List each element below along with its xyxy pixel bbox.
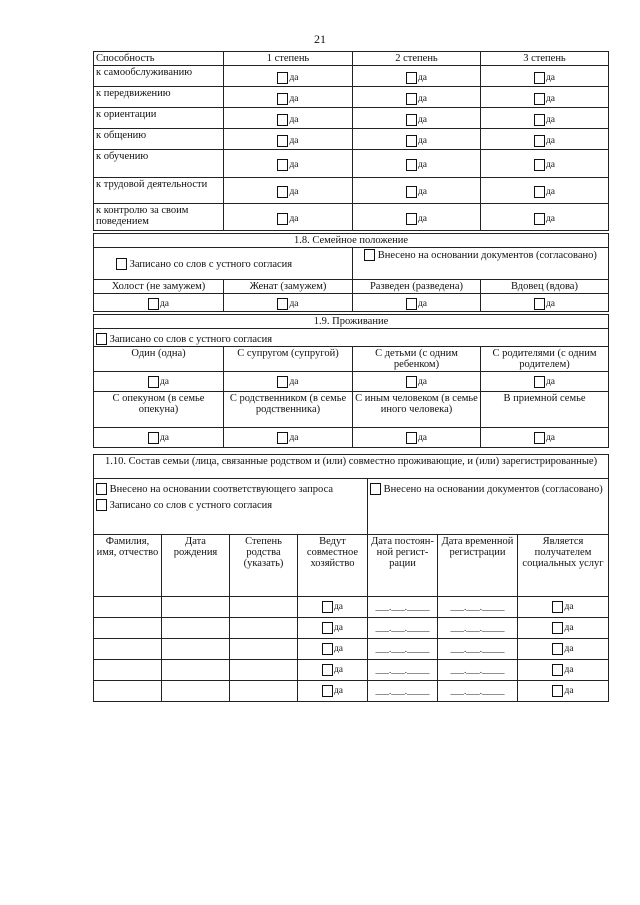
yes-label: да — [417, 213, 428, 224]
ability-label: к контролю за своим поведением — [94, 204, 224, 231]
option-label: С детьми (с одним ребенком) — [353, 347, 481, 372]
checkbox[interactable] — [148, 432, 159, 444]
yes-label: да — [417, 72, 428, 83]
date-placeholder[interactable]: ___.___._____ — [450, 664, 505, 675]
date-placeholder[interactable]: ___.___._____ — [375, 643, 430, 654]
ability-label: к трудовой деятельности — [94, 178, 224, 204]
checkbox[interactable] — [322, 685, 333, 697]
table-row — [94, 597, 609, 618]
table-row — [94, 639, 609, 660]
table-cell[interactable] — [94, 618, 162, 639]
checkbox[interactable] — [322, 664, 333, 676]
checkbox[interactable] — [552, 685, 563, 697]
source-request-label: Внесено на основании соответствующего запроса — [109, 484, 334, 495]
table-cell[interactable] — [230, 618, 298, 639]
col-header: Способность — [94, 52, 224, 66]
checkbox[interactable] — [96, 499, 107, 511]
yes-label: да — [289, 187, 299, 197]
section-title: 1.10. Состав семьи (лица, связанные родством и (или) совместно проживающие, и (или) зарегистрированные) — [94, 455, 609, 479]
page-number: 21 — [314, 32, 326, 46]
checkbox[interactable] — [534, 135, 545, 147]
checkbox[interactable] — [534, 72, 545, 84]
checkbox[interactable] — [277, 159, 288, 171]
checkbox[interactable] — [534, 186, 545, 198]
checkbox[interactable] — [322, 622, 333, 634]
yes-label: да — [545, 160, 556, 170]
checkbox[interactable] — [406, 114, 417, 126]
checkbox[interactable] — [96, 333, 107, 345]
ability-row — [94, 66, 609, 87]
checkbox[interactable] — [552, 664, 563, 676]
table-cell[interactable] — [162, 639, 230, 660]
yes-label: да — [417, 114, 428, 125]
date-placeholder[interactable]: ___.___._____ — [375, 685, 430, 696]
yes-label: да — [564, 644, 574, 654]
ability-row — [94, 87, 609, 108]
yes-label: да — [564, 686, 574, 696]
table-cell[interactable] — [162, 660, 230, 681]
ability-row — [94, 150, 609, 178]
checkbox[interactable] — [552, 601, 563, 613]
yes-label: да — [417, 93, 428, 104]
checkbox[interactable] — [406, 186, 417, 198]
checkbox[interactable] — [277, 135, 288, 147]
checkbox[interactable] — [96, 483, 107, 495]
yes-label: да — [564, 665, 574, 675]
yes-label: да — [289, 72, 299, 83]
column-header: Степень родства (указать) — [230, 535, 298, 597]
table-row — [94, 681, 609, 702]
option-label: Один (одна) — [94, 347, 224, 372]
ability-label: к самообслуживанию — [94, 66, 224, 87]
table-cell[interactable] — [162, 597, 230, 618]
table-cell[interactable] — [230, 639, 298, 660]
living-table: 1.9. Проживание Записано со слов с устного согласия Один (одна) С супругом (супругой) С детьми (с одним ребенком) С родителями (с одним родителем) да да да да С опекуном (в семье опекуна) С родственником (в семье родственника) С иным человеком (в семье иного человека) В приемной семье да да да да — [93, 314, 609, 448]
option-label: Вдовец (вдова) — [481, 280, 609, 294]
date-placeholder[interactable]: ___.___._____ — [450, 601, 505, 612]
yes-label: да — [333, 623, 344, 633]
col-header: 2 степень — [353, 52, 481, 66]
checkbox[interactable] — [277, 213, 288, 225]
checkbox[interactable] — [277, 432, 288, 444]
yes-label: да — [564, 623, 574, 633]
checkbox[interactable] — [534, 432, 545, 444]
yes-label: да — [545, 114, 556, 125]
yes-label: да — [545, 135, 556, 146]
ability-label: к передвижению — [94, 87, 224, 108]
source-oral-label: Записано со слов с устного согласия — [109, 334, 273, 345]
column-header: Фамилия, имя, отчество — [94, 535, 162, 597]
col-header: 3 степень — [481, 52, 609, 66]
yes-label: да — [333, 602, 344, 612]
source-docs-label: Внесено на основании документов (согласовано) — [383, 484, 603, 495]
checkbox[interactable] — [552, 643, 563, 655]
yes-label: да — [545, 93, 556, 104]
option-label: С родственником (в семье родственника) — [224, 392, 353, 428]
option-label: Разведен (разведена) — [353, 280, 481, 294]
table-row — [94, 618, 609, 639]
source-docs-label: Внесено на основании документов (согласовано) — [377, 250, 597, 261]
table-cell[interactable] — [162, 681, 230, 702]
checkbox[interactable] — [406, 159, 417, 171]
checkbox[interactable] — [277, 376, 288, 388]
table-cell[interactable] — [230, 681, 298, 702]
yes-label: да — [417, 135, 428, 146]
option-label: С опекуном (в семье опекуна) — [94, 392, 224, 428]
yes-label: да — [545, 187, 556, 197]
ability-label: к обучению — [94, 150, 224, 178]
checkbox[interactable] — [406, 213, 417, 225]
checkbox[interactable] — [277, 186, 288, 198]
yes-label: да — [333, 644, 344, 654]
family-composition-table — [93, 454, 609, 702]
yes-label: да — [333, 686, 344, 696]
checkbox[interactable] — [534, 376, 545, 388]
checkbox[interactable] — [406, 432, 417, 444]
source-oral-label: Записано со слов с устного согласия — [129, 258, 293, 270]
date-placeholder[interactable]: ___.___._____ — [375, 664, 430, 675]
table-cell[interactable] — [230, 660, 298, 681]
column-header: Дата постоян-ной регист-рации — [368, 535, 438, 597]
checkbox[interactable] — [552, 622, 563, 634]
checkbox[interactable] — [534, 93, 545, 105]
table-cell[interactable] — [94, 681, 162, 702]
checkbox[interactable] — [406, 72, 417, 84]
checkbox[interactable] — [406, 135, 417, 147]
date-placeholder[interactable]: ___.___._____ — [375, 601, 430, 612]
checkbox[interactable] — [148, 298, 159, 310]
option-label: Женат (замужем) — [224, 280, 353, 294]
checkbox[interactable] — [322, 643, 333, 655]
yes-label: да — [417, 160, 428, 170]
checkbox[interactable] — [534, 114, 545, 126]
ability-label: к общению — [94, 129, 224, 150]
table-cell[interactable] — [162, 618, 230, 639]
section-title: 1.9. Проживание — [94, 315, 609, 329]
table-cell[interactable] — [94, 639, 162, 660]
checkbox[interactable] — [277, 114, 288, 126]
date-placeholder[interactable]: ___.___._____ — [450, 643, 505, 654]
ability-row — [94, 178, 609, 204]
date-placeholder[interactable]: ___.___._____ — [375, 622, 430, 633]
yes-label: да — [545, 72, 556, 83]
ability-label: к ориентации — [94, 108, 224, 129]
yes-label: да — [333, 665, 344, 675]
date-placeholder[interactable]: ___.___._____ — [450, 622, 505, 633]
option-label: Холост (не замужем) — [94, 280, 224, 294]
column-header: Дата рождения — [162, 535, 230, 597]
checkbox[interactable] — [322, 601, 333, 613]
yes-label: да — [545, 213, 556, 224]
checkbox[interactable] — [277, 93, 288, 105]
checkbox[interactable] — [364, 249, 375, 261]
ability-row — [94, 129, 609, 150]
ability-row — [94, 204, 609, 231]
yes-label: да — [417, 187, 428, 197]
abilities-table — [93, 51, 609, 231]
table-row — [94, 660, 609, 681]
option-label: С супругом (супругой) — [224, 347, 353, 372]
section-title: 1.8. Семейное положение — [94, 234, 609, 248]
checkbox[interactable] — [277, 72, 288, 84]
table-cell[interactable] — [94, 597, 162, 618]
table-cell[interactable] — [230, 597, 298, 618]
checkbox[interactable] — [116, 258, 127, 270]
column-header: Дата временной регистрации — [438, 535, 518, 597]
yes-label: да — [289, 114, 299, 125]
option-label: В приемной семье — [481, 392, 609, 428]
checkbox[interactable] — [534, 159, 545, 171]
checkbox[interactable] — [370, 483, 381, 495]
source-oral-label: Записано со слов с устного согласия — [109, 500, 273, 511]
checkbox[interactable] — [406, 376, 417, 388]
option-label: С родителями (с одним родителем) — [481, 347, 609, 372]
checkbox[interactable] — [406, 93, 417, 105]
checkbox[interactable] — [277, 298, 288, 310]
checkbox[interactable] — [534, 213, 545, 225]
option-label: С иным человеком (в семье иного человека) — [353, 392, 481, 428]
table-cell[interactable] — [94, 660, 162, 681]
yes-label: да — [289, 213, 299, 224]
col-header: 1 степень — [224, 52, 353, 66]
checkbox[interactable] — [148, 376, 159, 388]
yes-label: да — [289, 135, 299, 146]
column-header: Является получателем социальных услуг — [518, 535, 609, 597]
yes-label: да — [564, 602, 574, 612]
ability-row — [94, 108, 609, 129]
yes-label: да — [289, 160, 299, 170]
checkbox[interactable] — [534, 298, 545, 310]
date-placeholder[interactable]: ___.___._____ — [450, 685, 505, 696]
family-status-table: 1.8. Семейное положение Записано со слов с устного согласия Внесено на основании документов (согласовано) Холост (не замужем) Женат (замужем) Разведен (разведена) Вдовец (вдова) да да да да — [93, 233, 609, 312]
column-header: Ведут совместное хозяйство — [298, 535, 368, 597]
yes-label: да — [289, 93, 299, 104]
checkbox[interactable] — [406, 298, 417, 310]
